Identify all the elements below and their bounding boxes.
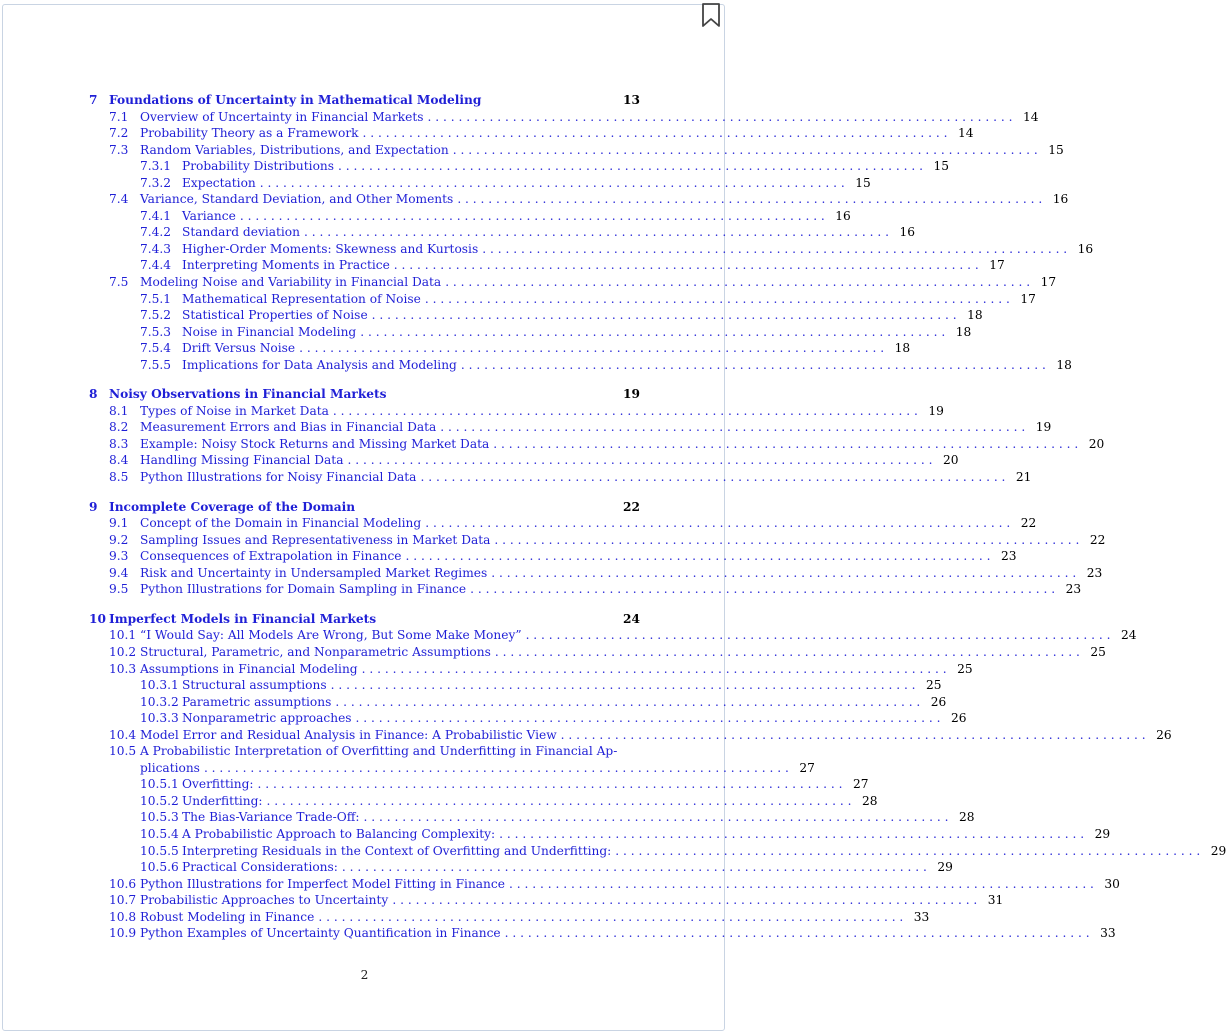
- toc-entry-title: Standard deviation: [182, 225, 300, 240]
- toc-section-entry[interactable]: [89, 275, 1057, 292]
- dot-leader: [338, 159, 923, 173]
- dot-leader: [363, 810, 948, 824]
- toc-entry-page: 29: [1210, 843, 1226, 858]
- toc-section-entry[interactable]: [89, 453, 959, 470]
- toc-entry-title: Python Illustrations for Domain Sampling in Finance: [140, 582, 467, 597]
- toc-entry-number: 10.7: [109, 893, 137, 908]
- toc-section-entry[interactable]: [89, 628, 1137, 645]
- toc-entry-title: Risk and Uncertainty in Undersampled Market Regimes: [140, 565, 488, 580]
- toc-chapter-entry[interactable]: [89, 93, 640, 110]
- toc-entry-number: 7.1: [109, 109, 129, 124]
- dot-leader: [615, 844, 1200, 858]
- toc-entry-title: Measurement Errors and Bias in Financial Data: [140, 420, 437, 435]
- toc-section-entry[interactable]: [89, 661, 973, 679]
- toc-entry-title: Python Examples of Uncertainty Quantification in Finance: [140, 926, 501, 941]
- toc-entry-number: 7.5.3: [140, 324, 172, 339]
- toc-section-entry[interactable]: [89, 420, 1052, 437]
- toc-entry-page: 19: [623, 387, 640, 402]
- toc-entry-number: 10.5: [109, 744, 137, 759]
- dot-leader: [425, 292, 1010, 306]
- toc-entry-page: 13: [623, 93, 640, 107]
- toc-entry-number: 10.8: [109, 909, 137, 924]
- toc-entry-title: The Bias-Variance Trade-Off:: [182, 810, 360, 825]
- dot-leader: [362, 662, 947, 676]
- toc-entry-page: 24: [623, 611, 640, 626]
- toc-section-entry[interactable]: [89, 109, 1039, 127]
- toc-section-entry[interactable]: [89, 810, 975, 827]
- toc-entry-title: “I Would Say: All Models Are Wrong, But Some Make Money”: [140, 628, 522, 643]
- toc-entry-title: Consequences of Extrapolation in Finance: [140, 549, 402, 564]
- toc-entry-title: Noisy Observations in Financial Markets: [109, 387, 387, 402]
- toc-section-entry[interactable]: [89, 225, 915, 242]
- dot-leader: [457, 192, 1042, 206]
- toc-entry-page: 25: [1090, 644, 1106, 659]
- dot-leader: [495, 645, 1080, 659]
- toc-entry-number: 7.5.5: [140, 357, 172, 372]
- toc-entry-number: 7.2: [109, 126, 129, 141]
- toc-section-entry[interactable]: [89, 516, 1037, 533]
- toc-chapter-entry[interactable]: [89, 387, 640, 404]
- toc-entry-page: 25: [926, 678, 942, 693]
- toc-entry-title: Example: Noisy Stock Returns and Missing Market Data: [140, 436, 490, 451]
- dot-leader: [260, 176, 845, 190]
- toc-entry-number: 9.4: [109, 565, 129, 580]
- dot-leader: [425, 516, 1010, 530]
- toc-chapter-entry[interactable]: [89, 612, 640, 629]
- toc-section-entry[interactable]: [89, 324, 972, 342]
- dot-leader: [363, 126, 948, 140]
- toc-entry-page: 19: [928, 403, 944, 418]
- toc-section-entry[interactable]: [89, 565, 1103, 583]
- table-of-contents: [89, 93, 1226, 943]
- toc-entry-title: Incomplete Coverage of the Domain: [109, 499, 356, 514]
- toc-entry-title: Mathematical Representation of Noise: [182, 291, 421, 306]
- toc-entry-number: 7.5.1: [140, 291, 172, 306]
- toc-entry-number: 7.4.2: [140, 225, 172, 240]
- toc-entry-title: Foundations of Uncertainty in Mathematical Modeling: [109, 93, 482, 107]
- dot-leader: [405, 549, 990, 563]
- toc-entry-title: Imperfect Models in Financial Markets: [109, 611, 377, 626]
- toc-entry-page: 22: [1020, 516, 1037, 531]
- toc-entry-page: 26: [1156, 727, 1172, 742]
- toc-section-entry[interactable]: [89, 436, 1105, 454]
- dot-leader: [420, 470, 1005, 484]
- toc-entry-page: 27: [799, 760, 815, 775]
- dot-leader: [333, 404, 918, 418]
- toc-entry-number: 7.4.3: [140, 241, 172, 256]
- toc-entry-page: 28: [862, 793, 878, 808]
- toc-entry-number: 10.5.6: [140, 860, 179, 875]
- toc-section-entry[interactable]: [89, 241, 1094, 259]
- toc-entry-title: Variance, Standard Deviation, and Other Moments: [140, 192, 454, 207]
- toc-section-entry[interactable]: [89, 843, 1226, 861]
- dot-leader: [372, 308, 957, 322]
- toc-entry-page: 23: [1086, 565, 1103, 580]
- toc-entry-number: 10.5.2: [140, 793, 179, 808]
- toc-entry-page: 29: [1094, 826, 1111, 841]
- toc-entry-number: 10.3.3: [140, 711, 179, 726]
- toc-entry-number: 7.3.1: [140, 159, 172, 174]
- toc-entry-number: 8.5: [109, 470, 129, 485]
- toc-entry-title: Overview of Uncertainty in Financial Markets: [140, 109, 424, 124]
- toc-entry-number: 9.1: [109, 516, 129, 531]
- toc-entry-title: Noise in Financial Modeling: [182, 324, 357, 339]
- dot-leader: [526, 628, 1111, 642]
- toc-entry-number: 7.4.4: [140, 258, 172, 273]
- toc-section-entry[interactable]: [89, 582, 1082, 599]
- toc-entry-number: 7.4: [109, 192, 129, 207]
- toc-entry-title: Interpreting Residuals in the Context of Overfitting and Underfitting:: [182, 843, 612, 858]
- toc-section-entry[interactable]: [89, 258, 1005, 275]
- toc-entry-number: 7.4.1: [140, 208, 172, 223]
- toc-entry-page: 33: [913, 909, 930, 924]
- dot-leader: [470, 582, 1055, 596]
- toc-entry-title: Probabilistic Approaches to Uncertainty: [140, 893, 389, 908]
- dot-leader: [494, 533, 1079, 547]
- toc-section-entry[interactable]: [89, 909, 930, 927]
- toc-entry-page: 20: [942, 453, 959, 468]
- toc-entry-number: 10.3.2: [140, 694, 179, 709]
- toc-section-entry[interactable]: [89, 826, 1111, 844]
- toc-section-entry[interactable]: [89, 694, 947, 712]
- toc-entry-number: 9.5: [109, 582, 129, 597]
- toc-section-entry[interactable]: [89, 876, 1120, 894]
- dot-leader: [561, 728, 1146, 742]
- toc-entry-number: 7.5.4: [140, 341, 172, 356]
- toc-entry-number: 7.5: [109, 275, 129, 290]
- toc-entry-title: Python Illustrations for Noisy Financial Data: [140, 470, 417, 485]
- dot-leader: [299, 341, 884, 355]
- toc-entry-number: 10.9: [109, 926, 137, 941]
- dot-leader: [240, 209, 825, 223]
- dot-leader: [445, 275, 1030, 289]
- toc-section-entry[interactable]: [89, 175, 871, 193]
- toc-entry-page: 15: [933, 159, 950, 174]
- toc-entry-title: Structural assumptions: [182, 678, 327, 693]
- dot-leader: [428, 110, 1013, 124]
- dot-leader: [453, 143, 1038, 157]
- toc-entry-page: 14: [958, 126, 974, 141]
- toc-entry-page: 14: [1022, 109, 1039, 124]
- toc-entry-number: 10.5.3: [140, 810, 179, 825]
- toc-entry-number: 10.1: [109, 628, 137, 643]
- toc-entry-title: Probability Distributions: [182, 159, 335, 174]
- dot-leader: [304, 225, 889, 239]
- toc-section-entry[interactable]: [89, 644, 1106, 662]
- toc-entry-page: 20: [1088, 436, 1105, 451]
- toc-section-entry[interactable]: [89, 893, 1004, 910]
- toc-section-entry[interactable]: [89, 126, 974, 143]
- toc-entry-title: Modeling Noise and Variability in Financial Data: [140, 275, 442, 290]
- dot-leader: [482, 242, 1067, 256]
- toc-section-entry[interactable]: [89, 532, 1106, 550]
- toc-entry-title: Statistical Properties of Noise: [182, 308, 368, 323]
- toc-entry-title: Concept of the Domain in Financial Modeling: [140, 516, 422, 531]
- toc-entry-number: 10.2: [109, 644, 137, 659]
- toc-entry-page: 18: [967, 308, 983, 323]
- toc-entry-page: 16: [1077, 241, 1094, 256]
- toc-entry-number: 10.3.1: [140, 678, 179, 693]
- dot-leader: [318, 910, 903, 924]
- toc-entry-number: 8.4: [109, 453, 129, 468]
- dot-leader: [267, 794, 852, 808]
- toc-entry-page: 28: [958, 810, 975, 825]
- toc-entry-title: Practical Considerations:: [182, 860, 338, 875]
- toc-entry-page: 17: [1040, 275, 1057, 290]
- toc-entry-title: Interpreting Moments in Practice: [182, 258, 390, 273]
- toc-entry-title: Overfitting:: [182, 777, 254, 792]
- page-number: 2: [360, 968, 369, 982]
- dot-leader: [499, 827, 1084, 841]
- toc-entry-page: 16: [899, 225, 915, 240]
- toc-entry-number: 10.6: [109, 876, 137, 891]
- toc-entry-page: 18: [955, 324, 972, 339]
- toc-entry-page: 26: [951, 711, 967, 726]
- toc-entry-title: Sampling Issues and Representativeness in Market Data: [140, 532, 491, 547]
- toc-entry-title: Structural, Parametric, and Nonparametric Assumptions: [140, 644, 491, 659]
- toc-section-entry[interactable]: [89, 549, 1017, 566]
- toc-entry-number: 9: [89, 499, 98, 514]
- toc-entry-page: 16: [1052, 192, 1069, 207]
- dot-leader: [360, 325, 945, 339]
- dot-leader: [342, 860, 927, 874]
- toc-section-entry[interactable]: [89, 744, 640, 761]
- toc-section-entry[interactable]: [89, 291, 1036, 309]
- toc-entry-title: Random Variables, Distributions, and Expectation: [140, 142, 449, 157]
- toc-chapter-entry[interactable]: [89, 500, 640, 517]
- toc-entry-number: 7.5.2: [140, 308, 172, 323]
- toc-entry-page: 22: [623, 499, 640, 514]
- toc-entry-title: Probability Theory as a Framework: [140, 126, 359, 141]
- toc-entry-number: 10.3: [109, 661, 137, 676]
- toc-entry-number: 7.3.2: [140, 175, 172, 190]
- dot-leader: [509, 877, 1094, 891]
- toc-entry-page: 24: [1121, 628, 1137, 643]
- toc-entry-title: Handling Missing Financial Data: [140, 453, 344, 468]
- toc-entry-title: Model Error and Residual Analysis in Finance: A Probabilistic View: [140, 727, 557, 742]
- toc-entry-number: 10.5.4: [140, 826, 179, 841]
- bookmark-icon[interactable]: [700, 2, 722, 28]
- dot-leader: [461, 358, 1046, 372]
- toc-entry-title: plications: [140, 760, 200, 775]
- dot-leader: [204, 761, 789, 775]
- dot-leader: [491, 566, 1076, 580]
- toc-entry-title: Nonparametric approaches: [182, 711, 352, 726]
- toc-entry-number: 10: [89, 611, 106, 626]
- toc-entry-page: 22: [1089, 532, 1106, 547]
- dot-leader: [505, 926, 1090, 940]
- toc-section-entry[interactable]: [89, 711, 967, 728]
- toc-entry-number: 8.2: [109, 420, 129, 435]
- toc-entry-title: Expectation: [182, 175, 256, 190]
- toc-entry-number: 7: [89, 93, 98, 107]
- toc-entry-title: Higher-Order Moments: Skewness and Kurtosis: [182, 241, 479, 256]
- toc-section-entry[interactable]: [89, 208, 851, 226]
- toc-entry-title: Underfitting:: [182, 793, 263, 808]
- toc-entry-page: 16: [835, 208, 851, 223]
- dot-leader: [331, 678, 916, 692]
- toc-entry-number: 7.3: [109, 142, 129, 157]
- toc-entry-page: 30: [1104, 876, 1120, 891]
- toc-entry-number: 8: [89, 387, 98, 402]
- toc-entry-page: 23: [1065, 582, 1082, 597]
- toc-section-entry[interactable]: [89, 159, 950, 176]
- toc-section-entry[interactable]: [89, 192, 1069, 209]
- toc-entry-title: Implications for Data Analysis and Modeling: [182, 357, 457, 372]
- toc-entry-title: A Probabilistic Approach to Balancing Complexity:: [182, 826, 496, 841]
- toc-entry-title: A Probabilistic Interpretation of Overfitting and Underfitting in Financial Ap-: [140, 744, 618, 759]
- toc-entry-title: Variance: [182, 208, 236, 223]
- toc-entry-title: Assumptions in Financial Modeling: [140, 661, 358, 676]
- toc-entry-number: 8.1: [109, 403, 129, 418]
- toc-section-entry[interactable]: [89, 777, 869, 794]
- dot-leader: [392, 893, 977, 907]
- toc-entry-page: 17: [989, 258, 1005, 273]
- toc-entry-number: 9.3: [109, 549, 129, 564]
- dot-leader: [335, 695, 920, 709]
- toc-section-entry[interactable]: [89, 926, 1116, 943]
- toc-entry-title: Types of Noise in Market Data: [140, 403, 329, 418]
- toc-entry-page: 21: [1015, 470, 1032, 485]
- toc-section-entry[interactable]: [89, 357, 1072, 375]
- toc-section-entry[interactable]: [89, 678, 942, 695]
- toc-entry-page: 17: [1020, 291, 1036, 306]
- toc-section-entry[interactable]: [89, 470, 1032, 487]
- dot-leader: [394, 258, 979, 272]
- toc-entry-number: 10.5.5: [140, 843, 179, 858]
- toc-section-entry[interactable]: [89, 727, 1172, 745]
- toc-entry-title: Parametric assumptions: [182, 694, 332, 709]
- toc-entry-title: Drift Versus Noise: [182, 341, 296, 356]
- toc-section-entry[interactable]: [89, 793, 878, 811]
- toc-entry-page: 27: [852, 777, 869, 792]
- dot-leader: [347, 453, 932, 467]
- toc-entry-page: 18: [894, 341, 911, 356]
- toc-entry-page: 15: [855, 175, 871, 190]
- toc-entry-page: 31: [987, 893, 1004, 908]
- toc-section-entry[interactable]: [89, 308, 983, 325]
- toc-section-entry[interactable]: [89, 860, 953, 877]
- toc-entry-number: 9.2: [109, 532, 129, 547]
- toc-entry-number: 10.4: [109, 727, 137, 742]
- toc-entry-page: 26: [930, 694, 947, 709]
- toc-entry-page: 19: [1035, 420, 1052, 435]
- toc-entry-number: 10.5.1: [140, 777, 179, 792]
- toc-entry-page: 25: [957, 661, 973, 676]
- toc-entry-number: 8.3: [109, 436, 129, 451]
- toc-section-entry[interactable]: [89, 142, 1064, 160]
- toc-section-entry[interactable]: [89, 403, 944, 421]
- toc-section-entry[interactable]: [89, 760, 815, 778]
- toc-entry-title: Python Illustrations for Imperfect Model Fitting in Finance: [140, 876, 505, 891]
- toc-entry-page: 18: [1056, 357, 1072, 372]
- toc-entry-page: 33: [1100, 926, 1116, 941]
- toc-entry-page: 15: [1048, 142, 1064, 157]
- toc-entry-page: 29: [937, 860, 953, 875]
- dot-leader: [356, 711, 941, 725]
- dot-leader: [440, 420, 1025, 434]
- dot-leader: [258, 777, 843, 791]
- dot-leader: [493, 437, 1078, 451]
- toc-section-entry[interactable]: [89, 341, 911, 358]
- toc-entry-page: 23: [1000, 549, 1017, 564]
- toc-entry-title: Robust Modeling in Finance: [140, 909, 315, 924]
